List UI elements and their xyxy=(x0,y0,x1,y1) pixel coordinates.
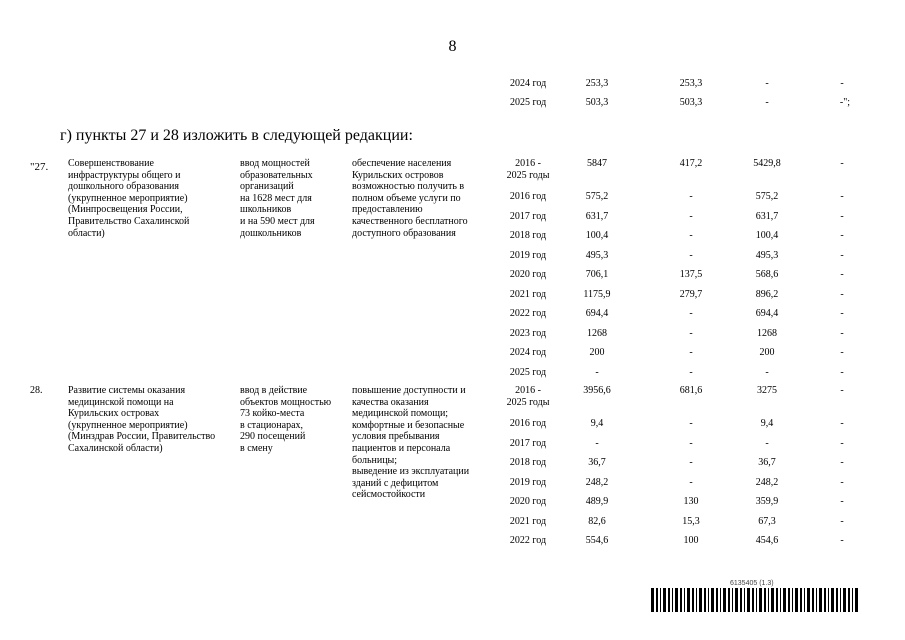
item-indicator: ввод в действие объектов мощностью 73 койко-места в стационарах, 290 посещений в смену xyxy=(240,385,332,454)
year-cell: 2025 год xyxy=(510,97,547,108)
document-code: 6135405 (1.3) xyxy=(730,580,774,587)
total-cell: 100,4 xyxy=(585,230,609,241)
regional-cell: 568,6 xyxy=(755,269,779,280)
other-cell: - xyxy=(840,515,844,527)
federal-cell: 15,3 xyxy=(682,515,700,527)
other-cell: - xyxy=(840,385,844,396)
federal-cell: 100 xyxy=(683,535,699,546)
page-number: 8 xyxy=(448,38,457,55)
federal-cell: 417,2 xyxy=(679,158,703,169)
year-cell: 2023 год xyxy=(509,327,547,339)
year-cell: 2016 год xyxy=(509,191,547,202)
item-result: повышение доступности и качества оказания медицинской помощи; комфортные и безопасные условия пребывания пациентов и персонала больницы; выведение из эксплуатации зданий с дефицитом сейсмостойкости xyxy=(352,385,470,501)
other-cell: - xyxy=(840,269,844,280)
total-cell: 5847 xyxy=(587,158,607,169)
regional-cell: 495,3 xyxy=(755,249,779,261)
regional-cell: 694,4 xyxy=(755,308,779,319)
total-cell: 36,7 xyxy=(588,457,606,468)
year-cell: 2020 год xyxy=(509,269,547,280)
total-cell: 706,1 xyxy=(585,269,609,280)
total-cell: 248,2 xyxy=(585,476,609,488)
total-cell: 495,3 xyxy=(585,249,609,261)
federal-cell: 137,5 xyxy=(679,269,703,280)
federal-cell: - xyxy=(689,210,693,222)
federal-cell: - xyxy=(689,437,693,449)
regional-cell: 3275 xyxy=(757,385,777,396)
year-cell: 2018 год xyxy=(509,457,547,468)
item-indicator: ввод мощностей образовательных организаций на 1628 мест для школьников и на 590 мест для дошкольников xyxy=(240,158,315,239)
regional-cell: 896,2 xyxy=(755,288,779,300)
item-number: "27. xyxy=(30,161,49,173)
other-cell: - xyxy=(840,78,844,89)
regional-cell: 359,9 xyxy=(755,496,779,507)
other-cell: - xyxy=(840,418,844,429)
total-cell: 253,3 xyxy=(585,78,609,89)
year-cell: 2016 год xyxy=(509,418,547,429)
item-number: 28. xyxy=(30,385,43,396)
total-cell: 1268 xyxy=(587,327,607,339)
federal-cell: 681,6 xyxy=(679,385,703,396)
federal-cell: - xyxy=(689,191,693,202)
total-cell: 1175,9 xyxy=(583,288,611,300)
regional-cell: 1268 xyxy=(757,327,777,339)
other-cell: - xyxy=(840,496,844,507)
total-cell: 9,4 xyxy=(590,418,604,429)
other-cell: - xyxy=(840,230,844,241)
federal-cell: - xyxy=(689,230,693,241)
regional-cell: 631,7 xyxy=(755,210,779,222)
other-cell: - xyxy=(840,535,844,546)
regional-cell: 36,7 xyxy=(758,457,776,468)
other-cell: - xyxy=(840,476,844,488)
regional-cell: 200 xyxy=(759,347,775,358)
federal-cell: 279,7 xyxy=(679,288,703,300)
year-cell: 2021 год xyxy=(509,288,547,300)
total-cell: - xyxy=(595,437,599,449)
total-cell: 200 xyxy=(589,347,605,358)
other-cell: - xyxy=(840,288,844,300)
other-cell: - xyxy=(840,308,844,319)
total-cell: 694,4 xyxy=(585,308,609,319)
year-cell: 2025 год xyxy=(509,366,547,378)
item-name: Совершенствование инфраструктуры общего и дошкольного образования (укрупненное мероприятие) (Минпросвещения России, Правительство Сахалинской области) xyxy=(68,158,190,239)
year-cell: 2019 год xyxy=(509,476,547,488)
year-cell: 2022 год xyxy=(509,535,547,546)
year-cell: 2017 год xyxy=(509,210,547,222)
federal-cell: 503,3 xyxy=(679,97,703,108)
regional-cell: - xyxy=(765,366,769,378)
total-cell: 575,2 xyxy=(585,191,609,202)
other-cell: - xyxy=(840,191,844,202)
year-cell: 2024 год xyxy=(509,347,547,358)
year-cell: 2024 год xyxy=(510,78,547,89)
federal-cell: 253,3 xyxy=(679,78,703,89)
total-cell: 82,6 xyxy=(588,515,606,527)
year-cell: 2020 год xyxy=(509,496,547,507)
year-cell: 2021 год xyxy=(509,515,547,527)
other-cell: - xyxy=(840,158,844,169)
year-cell: 2017 год xyxy=(509,437,547,449)
year-cell: 2019 год xyxy=(509,249,547,261)
barcode xyxy=(651,588,859,612)
total-cell: 631,7 xyxy=(585,210,609,222)
federal-cell: - xyxy=(689,366,693,378)
regional-cell: 9,4 xyxy=(760,418,774,429)
regional-cell: 248,2 xyxy=(755,476,779,488)
year-cell: 2018 год xyxy=(509,230,547,241)
year-cell: 2016 - 2025 годы xyxy=(506,158,550,181)
regional-cell: - xyxy=(765,97,769,108)
year-cell: 2016 - 2025 годы xyxy=(506,385,550,408)
other-cell: -"; xyxy=(839,97,851,108)
regional-cell: - xyxy=(765,78,769,89)
total-cell: 554,6 xyxy=(585,535,609,546)
regional-cell: 100,4 xyxy=(755,230,779,241)
regional-cell: 5429,8 xyxy=(753,158,781,169)
regional-cell: 575,2 xyxy=(755,191,779,202)
federal-cell: - xyxy=(689,476,693,488)
total-cell: 489,9 xyxy=(585,496,609,507)
federal-cell: - xyxy=(689,327,693,339)
item-name: Развитие системы оказания медицинской помощи на Курильских островах (укрупненное мероприятие) (Минздрав России, Правительство Сахалинской области) xyxy=(68,385,216,454)
other-cell: - xyxy=(840,457,844,468)
federal-cell: 130 xyxy=(683,496,699,507)
federal-cell: - xyxy=(689,249,693,261)
item-result: обеспечение населения Курильских островов возможностью получить в полном объеме услуги по предоставлению качественного бесплатного доступного образования xyxy=(352,158,468,239)
federal-cell: - xyxy=(689,308,693,319)
regional-cell: 67,3 xyxy=(758,515,776,527)
total-cell: 3956,6 xyxy=(583,385,611,396)
total-cell: - xyxy=(595,366,599,378)
other-cell: - xyxy=(840,210,844,222)
regional-cell: - xyxy=(765,437,769,449)
other-cell: - xyxy=(840,366,844,378)
total-cell: 503,3 xyxy=(585,97,609,108)
other-cell: - xyxy=(840,327,844,339)
federal-cell: - xyxy=(689,457,693,468)
regional-cell: 454,6 xyxy=(755,535,779,546)
other-cell: - xyxy=(840,347,844,358)
amendment-instruction: г) пункты 27 и 28 изложить в следующей редакции: xyxy=(60,127,413,144)
federal-cell: - xyxy=(689,347,693,358)
federal-cell: - xyxy=(689,418,693,429)
other-cell: - xyxy=(840,249,844,261)
year-cell: 2022 год xyxy=(509,308,547,319)
other-cell: - xyxy=(840,437,844,449)
